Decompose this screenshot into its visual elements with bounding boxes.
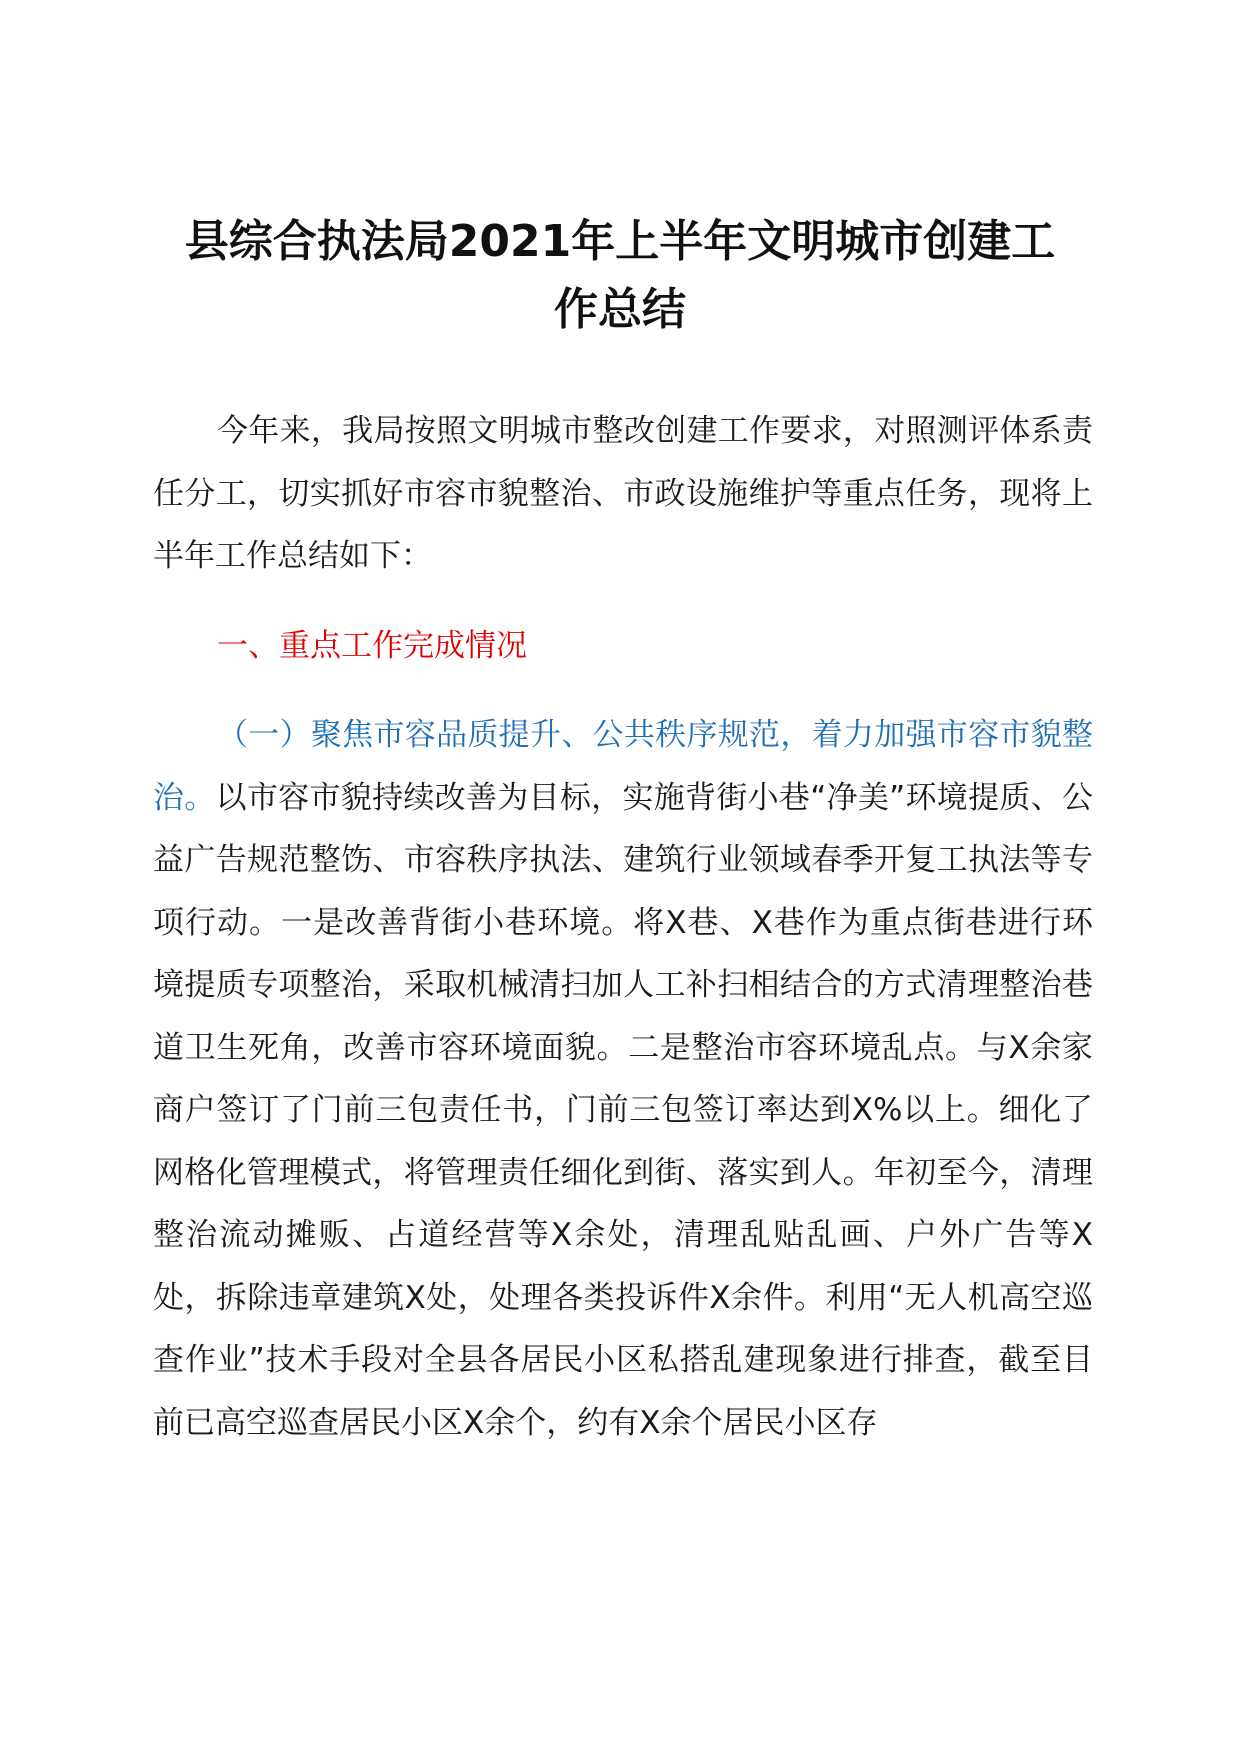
subsection-paragraph [153,704,1093,1454]
section-heading: 一、重点工作完成情况 [217,627,527,664]
title-line-2: 作总结 [554,284,686,335]
subsection-heading: （一）聚焦市容品质提升、公共秩序规范，着力加强市容市貌整治。 [153,717,1093,816]
document-title [150,208,1090,344]
title-line-1: 县综合执法局2021年上半年文明城市创建工 [184,216,1056,267]
subsection-body: 以市容市貌持续改善为目标，实施背街小巷“净美”环境提质、公益广告规范整饬、市容秩序执法、建筑行业领域春季开复工执法等专项行动。一是改善背街小巷环境。将X巷、X巷作为重点街巷进行环境提质专项整治，采取机械清扫加人工补扫相结合的方式清理整治巷道卫生死角，改善市容环境面貌。二是整治市容环境乱点。与X余家商户签订了门前三包责任书，门前三包签订率达到X%以上。细化了网格化管理模式，将管理责任细化到街、落实到人。年初至今，清理整治流动摊贩、占道经营等X余处，清理乱贴乱画、户外广告等X处，拆除违章建筑X处，处理各类投诉件X余件。利用“无人机高空巡查作业”技术手段对全县各居民小区私搭乱建现象进行排查，截至目前已高空巡查居民小区X余个，约有X余个居民小区存 [153,779,1093,1441]
intro-paragraph: 今年来，我局按照文明城市整改创建工作要求，对照测评体系责任分工，切实抓好市容市貌整治、市政设施维护等重点任务，现将上半年工作总结如下： [153,413,1093,574]
document-body [153,400,1093,1454]
